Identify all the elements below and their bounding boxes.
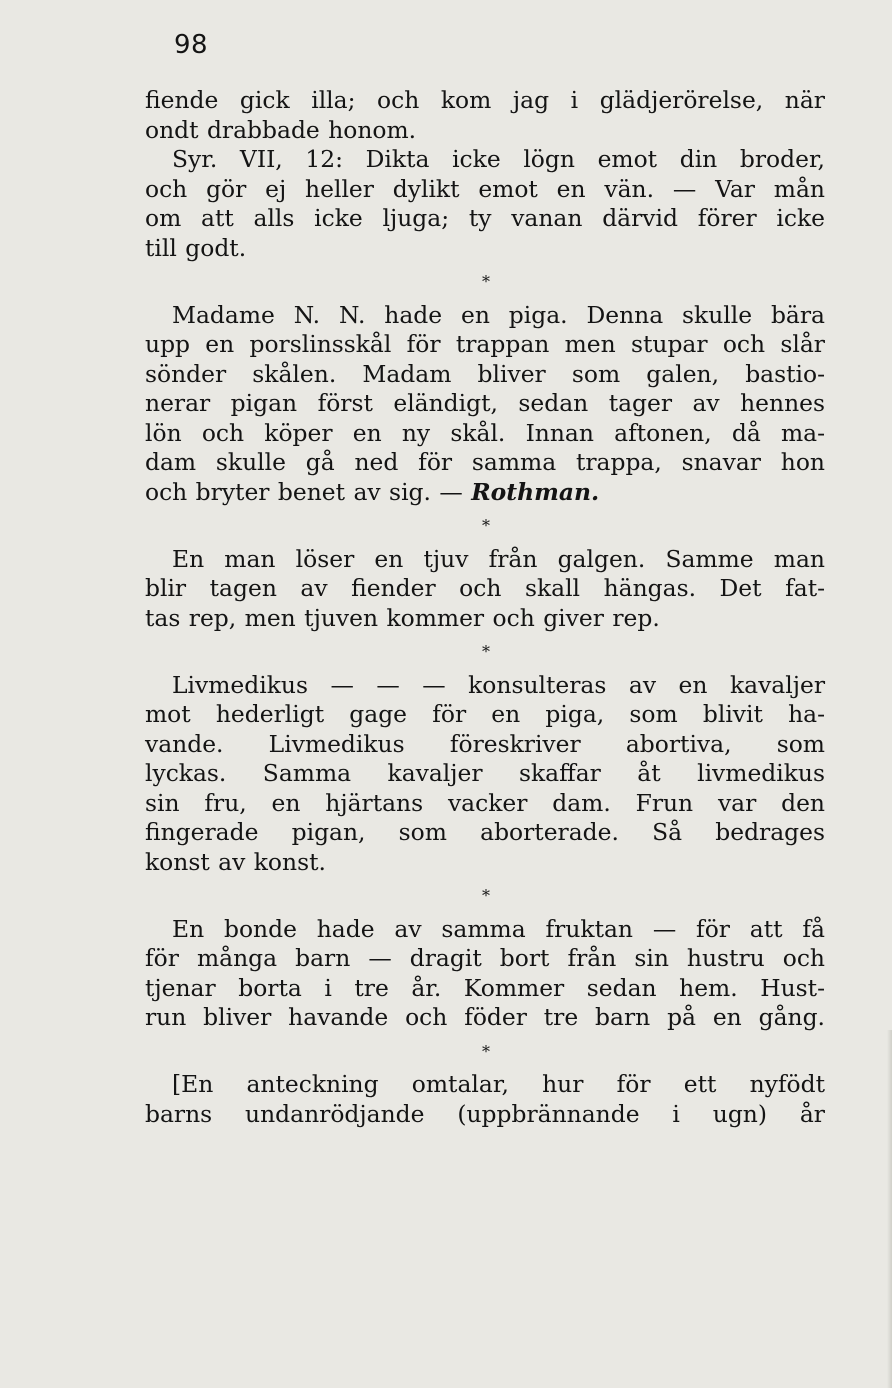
paragraph (145, 301, 825, 508)
text-line: sin fru, en hjärtans vacker dam. Frun var den (145, 788, 825, 817)
text-line: till godt. (145, 233, 247, 262)
text-line: och gör ej heller dylikt emot en vän. — Var mån (145, 174, 825, 203)
text-line: En man löser en tjuv från galgen. Samme man (172, 544, 825, 573)
section-separator: * (482, 886, 490, 905)
text-line: upp en porslinsskål för trappan men stupar och slår (145, 330, 825, 358)
text-line: och bryter benet av sig. — (145, 477, 463, 506)
text-line: Syr. VII, 12: Dikta icke lögn emot din broder, (172, 145, 825, 173)
text-line: konst av konst. (145, 847, 326, 876)
text-line: run bliver havande och föder tre barn på en gång. (145, 1003, 825, 1031)
text-line: lön och köper en ny skål. Innan aftonen, då ma- (145, 418, 825, 447)
text-line: sönder skålen. Madam bliver som galen, bastio- (145, 359, 825, 388)
text-line: tas rep, men tjuven kommer och giver rep. (145, 603, 660, 632)
author-attribution: Rothman. (471, 477, 600, 506)
paragraph (145, 545, 825, 634)
text-line: nerar pigan först eländigt, sedan tager av hennes (145, 389, 825, 417)
section-separator: * (482, 272, 490, 291)
text-line: lyckas. Samma kavaljer skaffar åt livmedikus (145, 759, 825, 787)
text-line: Madame N. N. hade en piga. Denna skulle bära (172, 300, 825, 329)
text-line: [En anteckning omtalar, hur för ett nyfödt (172, 1070, 825, 1098)
section-separator: * (482, 642, 490, 661)
text-line: ondt drabbade honom. (145, 115, 417, 144)
text-line: för många barn — dragit bort från sin hustru och (145, 944, 825, 972)
section-separator: * (482, 1041, 490, 1061)
text-line: mot hederligt gage för en piga, som blivit ha- (145, 700, 825, 728)
text-line: blir tagen av fiender och skall hängas. Det fat- (145, 574, 825, 602)
section-separator: * (482, 516, 490, 535)
paragraph (145, 86, 825, 145)
text-line: vande. Livmedikus föreskriver abortiva, som (145, 729, 825, 758)
text-line: dam skulle gå ned för samma trappa, snavar hon (145, 448, 825, 476)
text-line: om att alls icke ljuga; ty vanan därvid förer icke (145, 204, 825, 232)
text-body (145, 86, 825, 1129)
text-line: Livmedikus — — — konsulteras av en kavaljer (172, 670, 825, 699)
paragraph (145, 145, 825, 263)
paragraph (145, 915, 825, 1033)
page-number: 98 (174, 30, 209, 60)
page-edge-shadow (887, 1030, 892, 1388)
text-line-with-author (145, 478, 825, 508)
text-line: fiende gick illa; och kom jag i glädjerörelse, när (145, 86, 825, 114)
paragraph (145, 1070, 825, 1129)
text-line: fingerade pigan, som aborterade. Så bedrages (145, 818, 825, 846)
paragraph (145, 671, 825, 878)
text-line: barns undanrödjande (uppbrännande i ugn) år (145, 1099, 825, 1128)
text-line: tjenar borta i tre år. Kommer sedan hem. Hust- (145, 973, 825, 1002)
text-line: En bonde hade av samma fruktan — för att få (172, 914, 825, 943)
